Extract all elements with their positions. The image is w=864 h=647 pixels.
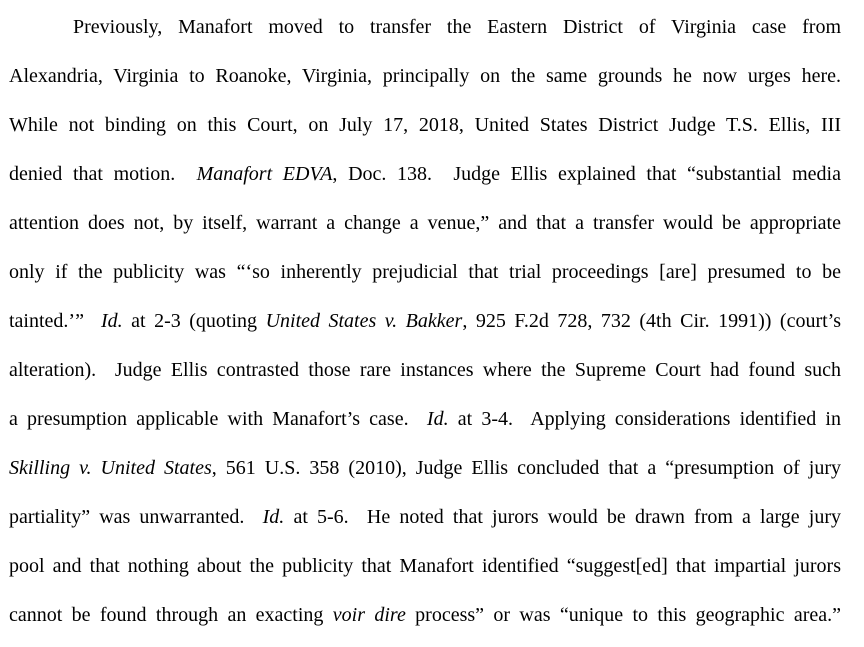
text-line-9 (9, 405, 841, 433)
body-text-segment: alteration). Judge Ellis contrasted those rare instances where the Supreme Court had found such (9, 359, 841, 381)
text-line-1 (73, 13, 841, 41)
text-line-5 (9, 209, 841, 237)
body-text-segment: cannot be found through an exacting (9, 604, 333, 626)
italic-citation-text: Id. (426, 408, 449, 430)
body-text-segment: at 3-4. Applying considerations identified in (448, 408, 841, 430)
body-text-segment: While not binding on this Court, on July 17, 2018, United States District Judge T.S. Ellis, III (9, 114, 841, 136)
body-text-segment: , 925 F.2d 728, 732 (4th Cir. 1991)) (court’s (462, 310, 841, 332)
body-text-segment: attention does not, by itself, warrant a change a venue,” and that a transfer would be appropriate (9, 212, 841, 234)
body-text-segment: denied that motion. (9, 163, 197, 185)
text-line-7 (9, 307, 841, 335)
body-text-segment: Alexandria, Virginia to Roanoke, Virginia, principally on the same grounds he now urges here. (9, 65, 841, 87)
body-text-segment: Previously, Manafort moved to transfer the Eastern District of Virginia case from (73, 16, 841, 38)
text-line-2 (9, 62, 841, 90)
body-text-segment: partiality” was unwarranted. (9, 506, 263, 528)
body-text-segment: at 2-3 (quoting (122, 310, 266, 332)
body-text-segment: , Doc. 138. Judge Ellis explained that “substantial media (332, 163, 841, 185)
text-line-10 (9, 454, 841, 482)
body-text-segment: at 5-6. He noted that jurors would be drawn from a large jury (284, 506, 841, 528)
italic-citation-text: United States v. Bakker (265, 310, 463, 332)
italic-citation-text: Id. (100, 310, 123, 332)
body-text-segment: a presumption applicable with Manafort’s case. (9, 408, 427, 430)
body-text-segment: process” or was “unique to this geographic area.” (405, 604, 842, 626)
italic-citation-text: Manafort EDVA (196, 163, 333, 185)
body-text-segment: , 561 U.S. 358 (2010), Judge Ellis concluded that a “presumption of jury (211, 457, 842, 479)
text-line-8 (9, 356, 841, 384)
text-line-6 (9, 258, 841, 286)
text-line-11 (9, 503, 841, 531)
italic-citation-text: Skilling v. United States (9, 457, 212, 479)
text-line-12 (9, 552, 841, 580)
text-line-4 (9, 160, 841, 188)
italic-citation-text: voir dire (332, 604, 406, 626)
body-text-segment: pool and that nothing about the publicity that Manafort identified “suggest[ed] that impartial jurors (9, 555, 841, 577)
body-text-segment: tainted.’” (9, 310, 101, 332)
body-text-segment: only if the publicity was “‘so inherently prejudicial that trial proceedings [are] presumed to be (9, 261, 841, 283)
italic-citation-text: Id. (262, 506, 285, 528)
text-line-3 (9, 111, 841, 139)
text-line-13 (9, 601, 841, 629)
